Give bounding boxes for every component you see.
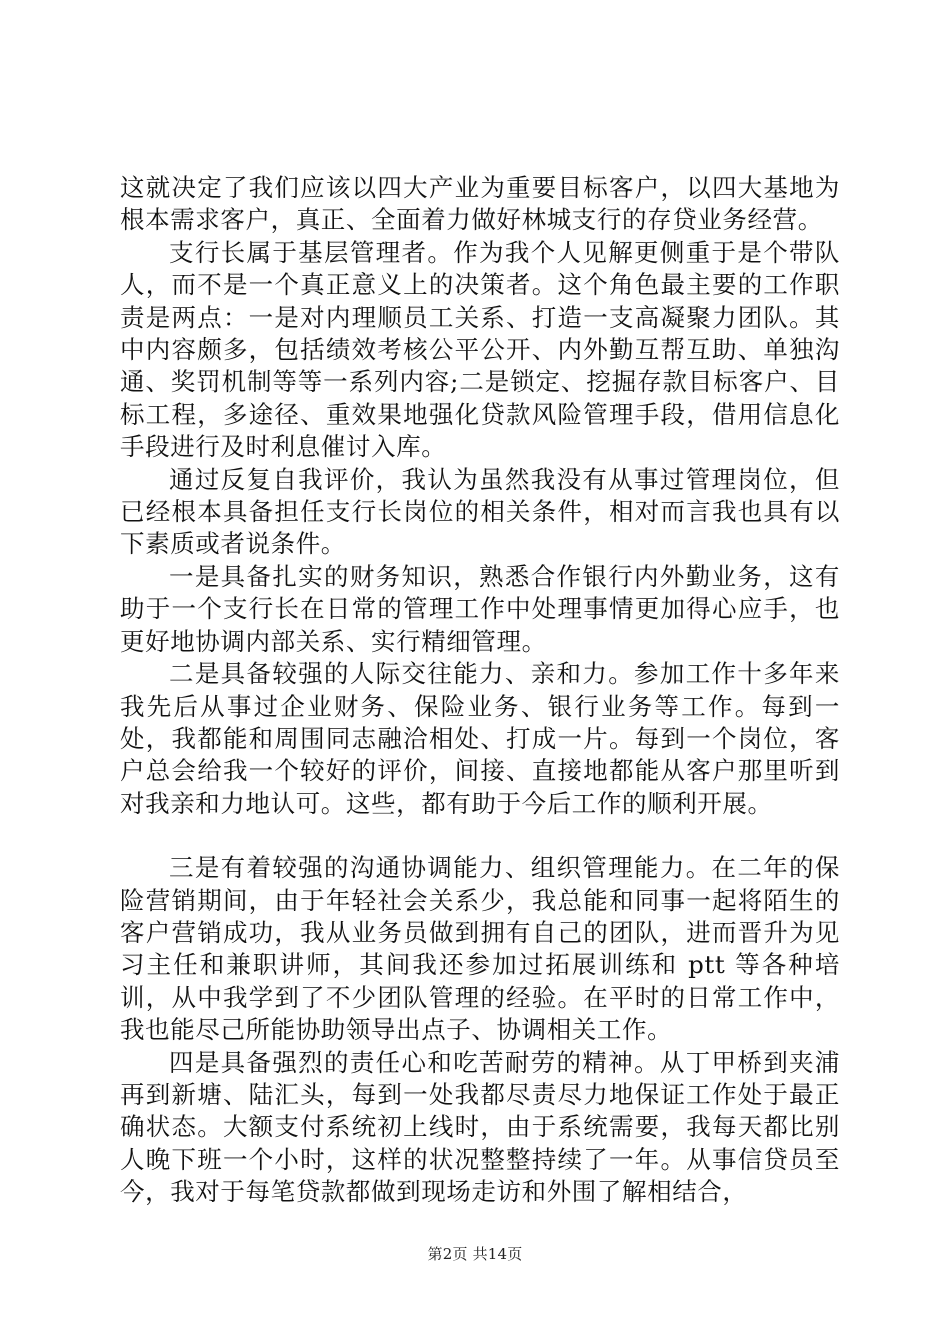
paragraph-interpersonal-skills: 二是具备较强的人际交往能力、亲和力。参加工作十多年来我先后从事过企业财务、保险业务、银行业务等工作。每到一处，我都能和周围同志融洽相处、打成一片。每到一个岗位，客户总会给我一个较好的评价，间接、直接地都能从客户那里听到对我亲和力地认可。这些，都有助于今后工作的顺利开展。 bbox=[120, 659, 840, 818]
paragraph-communication-skills: 三是有着较强的沟通协调能力、组织管理能力。在二年的保险营销期间，由于年轻社会关系少，我总能和同事一起将陌生的客户营销成功，我从业务员做到拥有自己的团队，进而晋升为见习主任和兼职讲师，其间我还参加过拓展训练和 ptt 等各种培训，从中我学到了不少团队管理的经验。在平时的日常工作中，我也能尽己所能协助领导出点子、协调相关工作。 bbox=[120, 853, 840, 1045]
paragraph-responsibility: 四是具备强烈的责任心和吃苦耐劳的精神。从丁甲桥到夹浦再到新塘、陆汇头，每到一处我都尽责尽力地保证工作处于最正确状态。大额支付系统初上线时，由于系统需要，我每天都比别人晚下班一个小时，这样的状况整整持续了一年。从事信贷员至今，我对于每笔贷款都做到现场走访和外围了解相结合， bbox=[120, 1047, 840, 1207]
paragraph-finance-knowledge: 一是具备扎实的财务知识，熟悉合作银行内外勤业务，这有助于一个支行长在日常的管理工作中处理事情更加得心应手，也更好地协调内部关系、实行精细管理。 bbox=[120, 561, 840, 656]
paragraph-continuation: 这就决定了我们应该以四大产业为重要目标客户，以四大基地为根本需求客户，真正、全面着力做好林城支行的存贷业务经营。 bbox=[120, 173, 840, 235]
document-body bbox=[120, 172, 840, 1209]
paragraph-branch-manager-role: 支行长属于基层管理者。作为我个人见解更侧重于是个带队人，而不是一个真正意义上的决策者。这个角色最主要的工作职责是两点：一是对内理顺员工关系、打造一支高凝聚力团队。其中内容颇多，包括绩效考核公平公开、内外勤互帮互助、单独沟通、奖罚机制等等一系列内容;二是锁定、挖掘存款目标客户、目标工程，多途径、重效果地强化贷款风险管理手段，借用信息化手段进行及时利息催讨入库。 bbox=[120, 237, 840, 462]
page-number-footer: 第2页 共14页 bbox=[427, 1245, 523, 1263]
paragraph-self-evaluation: 通过反复自我评价，我认为虽然我没有从事过管理岗位，但已经根本具备担任支行长岗位的相关条件，相对而言我也具有以下素质或者说条件。 bbox=[120, 464, 840, 559]
